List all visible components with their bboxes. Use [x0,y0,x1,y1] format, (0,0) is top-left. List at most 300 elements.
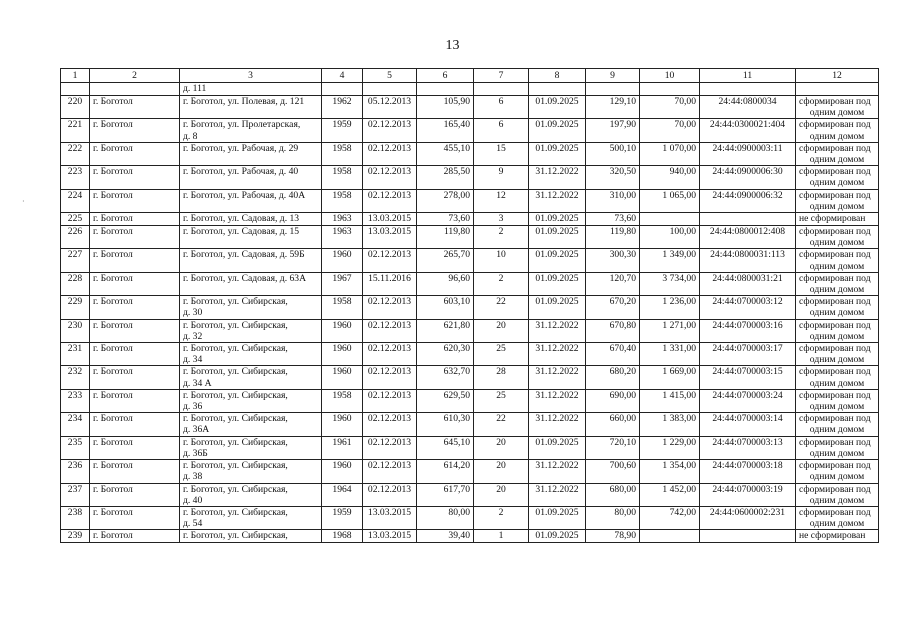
address-cell [180,272,322,295]
page-number: 13 [445,38,460,53]
area-cell: 39,40 [417,530,474,543]
address-line-2: д. 40 [183,494,203,506]
table-row [61,530,879,543]
cost-cell: 1 669,00 [640,366,700,389]
table-row [61,166,879,189]
row-number: 226 [61,226,90,249]
year-cell: 1968 [322,530,363,543]
row-number: 233 [61,389,90,412]
plan-date-cell: 01.09.2025 [529,530,586,543]
table-row [61,389,879,412]
status-line-1: не сформирован [799,213,866,225]
status-cell [796,436,879,459]
status-line-1: сформирован под [799,119,871,131]
row-number: 220 [61,96,90,119]
area-cell: 645,10 [417,436,474,459]
status-line-2: одним домом [809,401,865,413]
cost-cell: 1 271,00 [640,319,700,342]
year-cell: 1958 [322,142,363,165]
column-header: 10 [640,69,700,83]
area2-cell: 680,00 [586,483,640,506]
address-cell [180,166,322,189]
address-line-2: д. 30 [183,307,203,319]
area2-cell: 690,00 [586,389,640,412]
table-row [61,366,879,389]
city-cell: г. Боготол [90,189,180,212]
date-cell: 02.12.2013 [363,296,417,319]
cost-cell: 70,00 [640,119,700,142]
cost-cell: 1 331,00 [640,343,700,366]
cadastral-cell: 24:44:0800034 [700,96,796,119]
area-cell: 73,60 [417,213,474,226]
plan-date-cell: 31.12.2022 [529,343,586,366]
row-number: 224 [61,189,90,212]
plan-date-cell: 01.09.2025 [529,506,586,529]
city-cell: г. Боготол [90,460,180,483]
plan-date-cell: 31.12.2022 [529,460,586,483]
year-cell: 1962 [322,96,363,119]
column-header: 11 [700,69,796,83]
cadastral-cell: 24:44:0700003:19 [700,483,796,506]
address-cell [180,296,322,319]
address-line-2: д. 36А [183,424,210,436]
address-cell [180,96,322,119]
row-number: 221 [61,119,90,142]
status-line-1: сформирован под [799,483,871,495]
column-header: 8 [529,69,586,83]
table-row [61,436,879,459]
area2-cell: 310,00 [586,189,640,212]
table-row [61,296,879,319]
cadastral-cell: 24:44:0700003:18 [700,460,796,483]
table-row [61,213,879,226]
row-number: 223 [61,166,90,189]
date-cell: 15.11.2016 [363,272,417,295]
area2-cell: 500,10 [586,142,640,165]
cadastral-cell: 24:44:0600002:231 [700,506,796,529]
address-line-1: г. Боготол, ул. Сибирская, [183,483,288,495]
city-cell: г. Боготол [90,119,180,142]
status-cell [796,213,879,226]
plan-date-cell: 01.09.2025 [529,272,586,295]
status-line-1: сформирован под [799,189,871,201]
count-cell: 28 [474,366,529,389]
status-cell [796,226,879,249]
plan-date-cell: 31.12.2022 [529,319,586,342]
column-header: 6 [417,69,474,83]
cadastral-cell: 24:44:0300021:404 [700,119,796,142]
date-cell: 02.12.2013 [363,460,417,483]
cadastral-cell: 24:44:0800031:21 [700,272,796,295]
city-cell: г. Боготол [90,413,180,436]
plan-date-cell: 01.09.2025 [529,96,586,119]
date-cell: 13.03.2015 [363,530,417,543]
count-cell: 2 [474,272,529,295]
address-line-1: г. Боготол, ул. Сибирская, [183,506,288,518]
address-cell [180,319,322,342]
address-cell [180,389,322,412]
city-cell: г. Боготол [90,366,180,389]
area-cell: 632,70 [417,366,474,389]
plan-date-cell: 01.09.2025 [529,296,586,319]
plan-date-cell: 31.12.2022 [529,413,586,436]
city-cell: г. Боготол [90,483,180,506]
column-header: 7 [474,69,529,83]
year-cell: 1960 [322,343,363,366]
year-cell: 1960 [322,413,363,436]
area2-cell: 80,00 [586,506,640,529]
status-line-2: одним домом [809,424,865,436]
cost-cell: 1 236,00 [640,296,700,319]
cost-cell: 940,00 [640,166,700,189]
address-line-1: г. Боготол, ул. Садовая, д. 13 [183,213,300,225]
city-cell: г. Боготол [90,436,180,459]
cadastral-cell [700,530,796,543]
area-cell: 80,00 [417,506,474,529]
area2-cell: 660,00 [586,413,640,436]
status-line-2: одним домом [809,377,865,389]
year-cell: 1960 [322,319,363,342]
cost-cell: 1 229,00 [640,436,700,459]
plan-date-cell: 01.09.2025 [529,213,586,226]
area2-cell: 320,50 [586,166,640,189]
cost-cell [640,530,700,543]
address-line-1: г. Боготол, ул. Сибирская, [183,530,288,542]
table-row [61,142,879,165]
city-cell: г. Боготол [90,249,180,272]
status-line-2: одним домом [809,330,865,342]
address-line-2: д. 54 [183,518,203,530]
status-line-2: одним домом [809,237,865,249]
margin-mark: · [22,197,25,206]
area-cell: 614,20 [417,460,474,483]
row-number: 235 [61,436,90,459]
area2-cell: 197,90 [586,119,640,142]
status-cell [796,166,879,189]
table-row [61,189,879,212]
status-cell [796,296,879,319]
status-cell [796,389,879,412]
status-line-2: одним домом [809,354,865,366]
city-cell: г. Боготол [90,142,180,165]
cadastral-cell: 24:44:0900006:32 [700,189,796,212]
date-cell: 02.12.2013 [363,436,417,459]
status-line-2: одним домом [809,260,865,272]
cost-cell: 1 065,00 [640,189,700,212]
year-cell: 1959 [322,506,363,529]
cost-cell: 3 734,00 [640,272,700,295]
status-line-1: сформирован под [799,460,871,472]
year-cell: 1960 [322,460,363,483]
address-line-2: д. 8 [183,130,198,142]
column-header: 4 [322,69,363,83]
year-cell: 1958 [322,166,363,189]
status-line-2: одним домом [809,307,865,319]
status-cell [796,483,879,506]
date-cell: 02.12.2013 [363,483,417,506]
cadastral-cell: 24:44:0700003:16 [700,319,796,342]
area2-cell: 78,90 [586,530,640,543]
area-cell: 105,90 [417,96,474,119]
count-cell: 12 [474,189,529,212]
address-cell [180,226,322,249]
address-cell [180,483,322,506]
cost-cell: 1 349,00 [640,249,700,272]
table-row [61,226,879,249]
address-line-1: г. Боготол, ул. Садовая, д. 59Б [183,249,305,261]
address-cell [180,213,322,226]
cadastral-cell: 24:44:0900006:30 [700,166,796,189]
housing-register-table [60,68,879,543]
column-number-row [61,69,879,83]
year-cell: 1960 [322,366,363,389]
table-row [61,483,879,506]
count-cell: 22 [474,413,529,436]
status-line-2: одним домом [809,154,865,166]
cost-cell: 1 070,00 [640,142,700,165]
status-line-1: сформирован под [799,436,871,448]
city-cell: г. Боготол [90,319,180,342]
cadastral-cell: 24:44:0700003:13 [700,436,796,459]
city-cell: г. Боготол [90,166,180,189]
address-line-1: г. Боготол, ул. Пролетарская, [183,119,301,131]
row-number: 236 [61,460,90,483]
area-cell: 165,40 [417,119,474,142]
address-line-1: г. Боготол, ул. Сибирская, [183,366,288,378]
row-number: 239 [61,530,90,543]
table-row [61,506,879,529]
count-cell: 20 [474,483,529,506]
address-line-1: г. Боготол, ул. Сибирская, [183,389,288,401]
year-cell: 1959 [322,119,363,142]
plan-date-cell: 31.12.2022 [529,189,586,212]
address-line-1: г. Боготол, ул. Сибирская, [183,436,288,448]
count-cell: 20 [474,460,529,483]
row-number: 227 [61,249,90,272]
address-line-1: г. Боготол, ул. Сибирская, [183,460,288,472]
year-cell: 1958 [322,389,363,412]
area2-cell: 700,60 [586,460,640,483]
column-header: 1 [61,69,90,83]
area2-cell: 120,70 [586,272,640,295]
status-line-1: сформирован под [799,319,871,331]
date-cell: 02.12.2013 [363,413,417,436]
cost-cell [640,213,700,226]
count-cell: 20 [474,319,529,342]
area-cell: 119,80 [417,226,474,249]
address-line-1: г. Боготол, ул. Сибирская, [183,296,288,308]
status-cell [796,189,879,212]
table-row [61,119,879,142]
address-cell [180,189,322,212]
area2-cell: 670,20 [586,296,640,319]
area-cell: 278,00 [417,189,474,212]
table-row [61,413,879,436]
area2-cell: 73,60 [586,213,640,226]
table-row [61,96,879,119]
cadastral-cell: 24:44:0700003:14 [700,413,796,436]
count-cell: 25 [474,389,529,412]
count-cell: 6 [474,96,529,119]
cost-cell: 1 452,00 [640,483,700,506]
status-line-1: сформирован под [799,413,871,425]
area2-cell: 119,80 [586,226,640,249]
row-number: 230 [61,319,90,342]
status-line-2: одним домом [809,471,865,483]
status-line-1: сформирован под [799,389,871,401]
status-line-1: сформирован под [799,272,871,284]
status-cell [796,142,879,165]
table-row [61,343,879,366]
city-cell: г. Боготол [90,343,180,366]
address-line-2: д. 34 [183,354,203,366]
status-cell [796,460,879,483]
count-cell: 22 [474,296,529,319]
area2-cell: 720,10 [586,436,640,459]
status-line-1: сформирован под [799,366,871,378]
status-cell [796,249,879,272]
area-cell: 610,30 [417,413,474,436]
table-row [61,319,879,342]
plan-date-cell: 31.12.2022 [529,366,586,389]
city-cell: г. Боготол [90,226,180,249]
row-number: 237 [61,483,90,506]
year-cell: 1967 [322,272,363,295]
cost-cell: 1 415,00 [640,389,700,412]
plan-date-cell: 01.09.2025 [529,249,586,272]
address-line-1: г. Боготол, ул. Сибирская, [183,319,288,331]
address-cell [180,142,322,165]
count-cell: 3 [474,213,529,226]
cost-cell: 1 354,00 [640,460,700,483]
count-cell: 2 [474,226,529,249]
address-line-1: г. Боготол, ул. Рабочая, д. 40 [183,166,299,178]
row-number: 234 [61,413,90,436]
column-header: 5 [363,69,417,83]
row-number: 225 [61,213,90,226]
count-cell: 15 [474,142,529,165]
count-cell: 10 [474,249,529,272]
count-cell: 1 [474,530,529,543]
row-number: 228 [61,272,90,295]
cadastral-cell: 24:44:0700003:12 [700,296,796,319]
address-cell [180,413,322,436]
plan-date-cell: 01.09.2025 [529,142,586,165]
address-cell [180,119,322,142]
date-cell: 02.12.2013 [363,142,417,165]
address-cell [180,436,322,459]
address-continuation: д. 111 [180,83,322,96]
area-cell: 285,50 [417,166,474,189]
area-cell: 617,70 [417,483,474,506]
plan-date-cell: 31.12.2022 [529,166,586,189]
area-cell: 603,10 [417,296,474,319]
column-header: 9 [586,69,640,83]
area-cell: 455,10 [417,142,474,165]
status-cell [796,343,879,366]
count-cell: 6 [474,119,529,142]
status-line-1: не сформирован [799,530,866,542]
status-cell [796,530,879,543]
date-cell: 02.12.2013 [363,319,417,342]
status-line-1: сформирован под [799,226,871,238]
address-line-1: г. Боготол, ул. Рабочая, д. 40А [183,189,306,201]
area2-cell: 300,30 [586,249,640,272]
column-header: 3 [180,69,322,83]
date-cell: 02.12.2013 [363,343,417,366]
city-cell: г. Боготол [90,506,180,529]
year-cell: 1958 [322,296,363,319]
status-cell [796,96,879,119]
status-line-2: одним домом [809,200,865,212]
year-cell: 1960 [322,249,363,272]
status-line-1: сформирован под [799,96,871,107]
status-line-1: сформирован под [799,506,871,518]
cadastral-cell: 24:44:0800031:113 [700,249,796,272]
status-cell [796,413,879,436]
city-cell: г. Боготол [90,272,180,295]
area-cell: 629,50 [417,389,474,412]
status-line-2: одним домом [809,107,865,119]
year-cell: 1963 [322,226,363,249]
row-number: 229 [61,296,90,319]
address-line-1: г. Боготол, ул. Сибирская, [183,413,288,425]
cadastral-cell: 24:44:0900003:11 [700,142,796,165]
status-line-2: одним домом [809,177,865,189]
plan-date-cell: 01.09.2025 [529,119,586,142]
status-line-2: одним домом [809,518,865,530]
column-header: 12 [796,69,879,83]
cadastral-cell: 24:44:0700003:24 [700,389,796,412]
address-cell [180,343,322,366]
table-row [61,272,879,295]
status-line-1: сформирован под [799,166,871,178]
year-cell: 1963 [322,213,363,226]
status-line-1: сформирован под [799,296,871,308]
table-row [61,460,879,483]
address-line-1: г. Боготол, ул. Полевая, д. 121 [183,96,305,107]
area2-cell: 129,10 [586,96,640,119]
year-cell: 1964 [322,483,363,506]
status-line-1: сформирован под [799,343,871,355]
address-line-1: г. Боготол, ул. Садовая, д. 63А [183,272,307,284]
date-cell: 02.12.2013 [363,166,417,189]
address-line-1: г. Боготол, ул. Садовая, д. 15 [183,226,300,238]
address-line-2: д. 36Б [183,447,208,459]
status-cell [796,506,879,529]
date-cell: 05.12.2013 [363,96,417,119]
city-cell: г. Боготол [90,530,180,543]
cost-cell: 742,00 [640,506,700,529]
continuation-row [61,83,879,96]
address-line-2: д. 36 [183,401,203,413]
city-cell: г. Боготол [90,213,180,226]
status-cell [796,319,879,342]
count-cell: 20 [474,436,529,459]
area2-cell: 680,20 [586,366,640,389]
cost-cell: 100,00 [640,226,700,249]
cadastral-cell [700,213,796,226]
status-cell [796,272,879,295]
status-line-2: одним домом [809,284,865,296]
area-cell: 96,60 [417,272,474,295]
address-line-2: д. 38 [183,471,203,483]
plan-date-cell: 01.09.2025 [529,436,586,459]
table-row [61,249,879,272]
count-cell: 25 [474,343,529,366]
plan-date-cell: 01.09.2025 [529,226,586,249]
cost-cell: 70,00 [640,96,700,119]
